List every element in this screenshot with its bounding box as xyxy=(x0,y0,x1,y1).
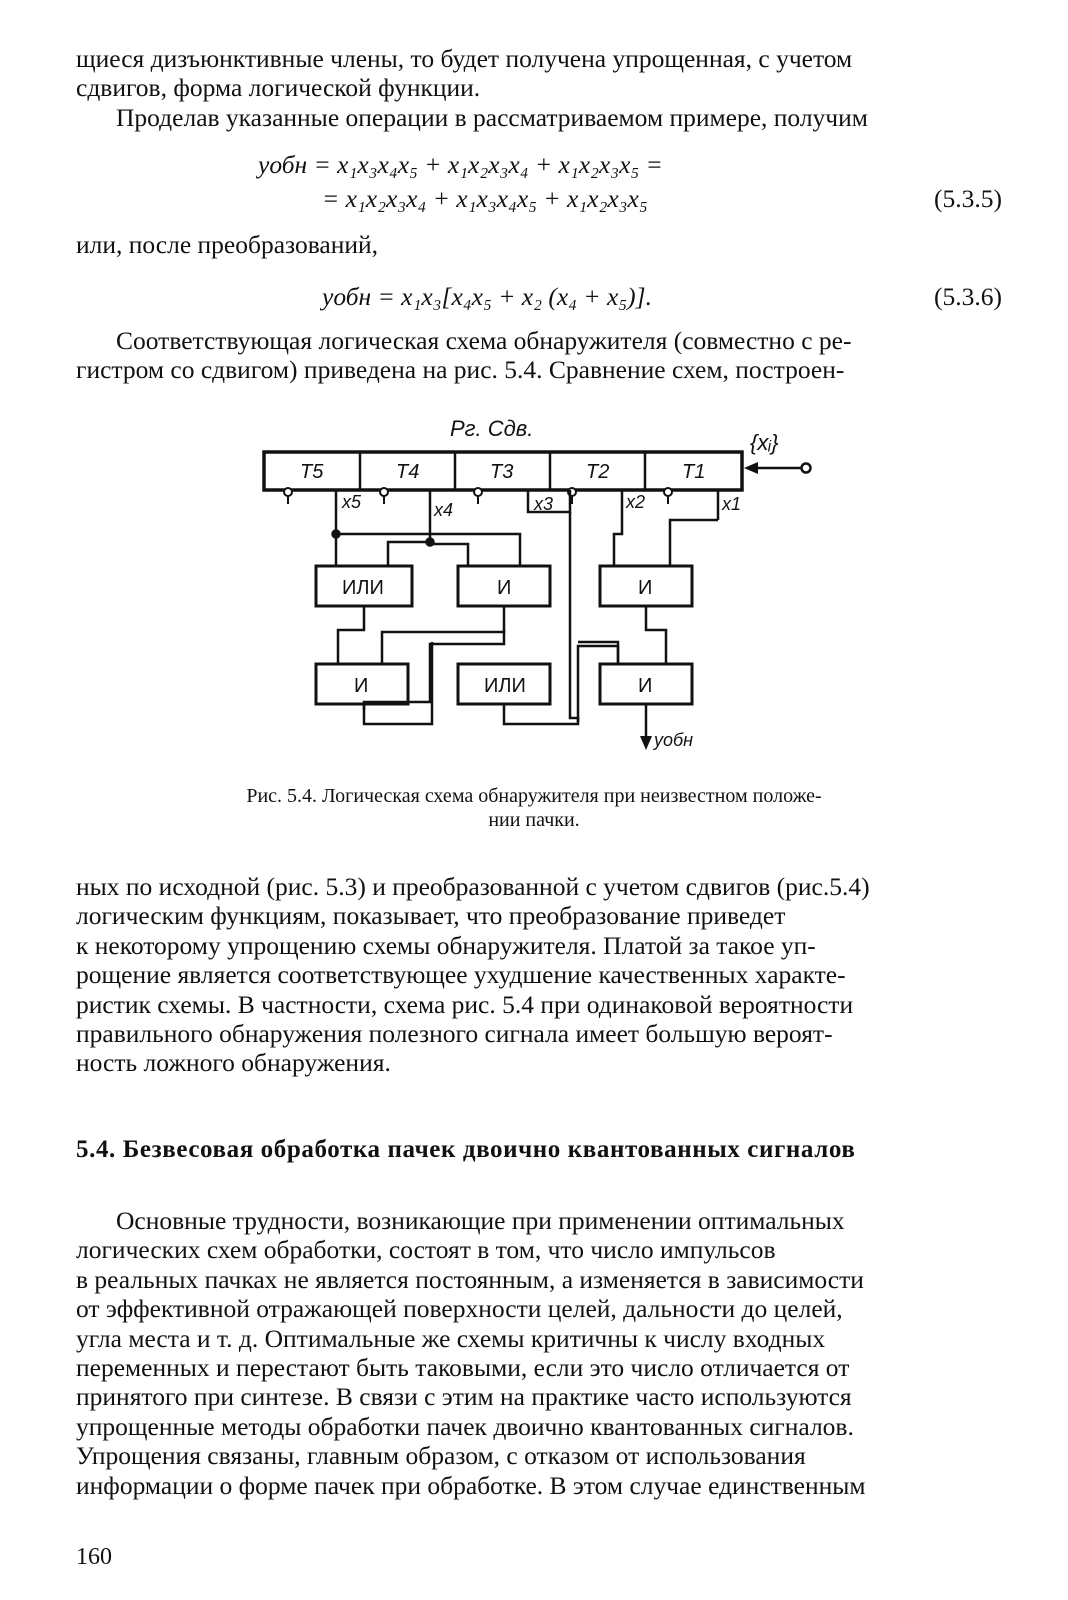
text-line: принятого при синтезе. В связи с этим на практике часто используются xyxy=(76,1382,852,1412)
figure-caption xyxy=(0,784,1068,832)
output-x2: x2 xyxy=(626,492,646,512)
text-line: Основные трудности, возникающие при применении оптимальных xyxy=(116,1206,845,1235)
caption-line: Рис. 5.4. Логическая схема обнаружителя при неизвестном положе- xyxy=(246,785,822,807)
gate-and-1-label: И xyxy=(497,577,512,599)
page-number: 160 xyxy=(76,1544,112,1570)
register-label: Рг. Сдв. xyxy=(450,416,534,441)
gate-or-2-label: ИЛИ xyxy=(484,675,526,697)
logic-circuit-figure xyxy=(250,410,830,770)
equation-535-line1: yобн = x₁x₃x₄x₅ + x₁x₂x₃x₄ + x₁x₂x₃x₅ = xyxy=(258,150,663,179)
text-line: рощение является соответствующее ухудшение качественных характе- xyxy=(76,960,846,990)
text-line: логических схем обработки, состоят в том, что число импульсов xyxy=(76,1235,776,1265)
register-cell-t3: T3 xyxy=(490,461,514,483)
paragraph-scheme xyxy=(76,326,1002,385)
text-line: Упрощения связаны, главным образом, с отказом от использования xyxy=(76,1441,806,1471)
text-line: упрощенные методы обработки пачек двоично квантованных сигналов. xyxy=(76,1411,854,1441)
gate-or-1-label: ИЛИ xyxy=(342,577,384,599)
section-heading: 5.4. Безвесовая обработка пачек двоично квантованных сигналов xyxy=(76,1136,856,1163)
gate-and-3-label: И xyxy=(354,675,369,697)
text-line: ность ложного обнаружения. xyxy=(76,1048,391,1078)
text-line: щиеся дизъюнктивные члены, то будет получена упрощенная, с учетом xyxy=(76,44,853,73)
caption-line: нии пачки. xyxy=(488,809,580,831)
output-x1: x1 xyxy=(722,494,742,514)
register-cell-t1: T1 xyxy=(682,461,706,483)
text-line: к некоторому упрощению схемы обнаружителя. Платой за такое уп- xyxy=(76,930,816,960)
paragraph-section xyxy=(76,1206,1002,1500)
paragraph-transform xyxy=(76,230,1002,259)
paragraph-top xyxy=(76,44,1002,103)
output-x5: x5 xyxy=(342,492,362,512)
register-cell-t2: T2 xyxy=(586,461,610,483)
equation-535-line2: = x₁x₂x₃x₄ + x₁x₃x₄x₅ + x₁x₂x₃x₅ xyxy=(322,184,648,213)
text-line: гистром со сдвигом) приведена на рис. 5.4. Сравнение схем, построен- xyxy=(76,355,845,385)
gate-and-2-label: И xyxy=(638,577,653,599)
text-line: Соответствующая логическая схема обнаружителя (совместно с ре- xyxy=(116,326,852,355)
gate-and-4-label: И xyxy=(638,675,653,697)
text-line: или, после преобразований, xyxy=(76,230,379,259)
text-line: угла места и т. д. Оптимальные же схемы критичны к числу входных xyxy=(76,1323,826,1353)
text-line: от эффективной отражающей поверхности целей, дальности до целей, xyxy=(76,1294,843,1324)
register-cell-t4: T4 xyxy=(396,461,420,483)
equation-number: (5.3.6) xyxy=(934,282,1002,311)
text-line: правильного обнаружения полезного сигнала имеет большую вероят- xyxy=(76,1019,833,1049)
equation-536: yобн = x₁x₃[x₄x₅ + x₂ (x₄ + x₅)]. xyxy=(322,282,652,311)
output-label: yобн xyxy=(654,730,694,750)
text-line: переменных и перестают быть таковыми, если это число отличается от xyxy=(76,1353,850,1383)
paragraph-intro xyxy=(76,103,1002,132)
equation-number: (5.3.5) xyxy=(934,184,1002,213)
input-label: {xᵢ} xyxy=(750,430,779,455)
text-line: ных по исходной (рис. 5.3) и преобразованной с учетом сдвигов (рис.5.4) xyxy=(76,872,870,901)
register-cell-t5: T5 xyxy=(300,461,324,483)
output-x4: x4 xyxy=(434,500,454,520)
text-line: ристик схемы. В частности, схема рис. 5.4 при одинаковой вероятности xyxy=(76,989,854,1019)
paragraph-after-figure xyxy=(76,872,1002,1078)
output-x3: x3 xyxy=(534,494,554,514)
text-line: сдвигов, форма логической функции. xyxy=(76,73,481,103)
text-line: информации о форме пачек при обработке. В этом случае единственным xyxy=(76,1470,866,1500)
text-line: в реальных пачках не является постоянным, а изменяется в зависимости xyxy=(76,1264,864,1294)
text-line: Проделав указанные операции в рассматриваемом примере, получим xyxy=(116,103,868,132)
text-line: логическим функциям, показывает, что преобразование приведет xyxy=(76,901,786,931)
